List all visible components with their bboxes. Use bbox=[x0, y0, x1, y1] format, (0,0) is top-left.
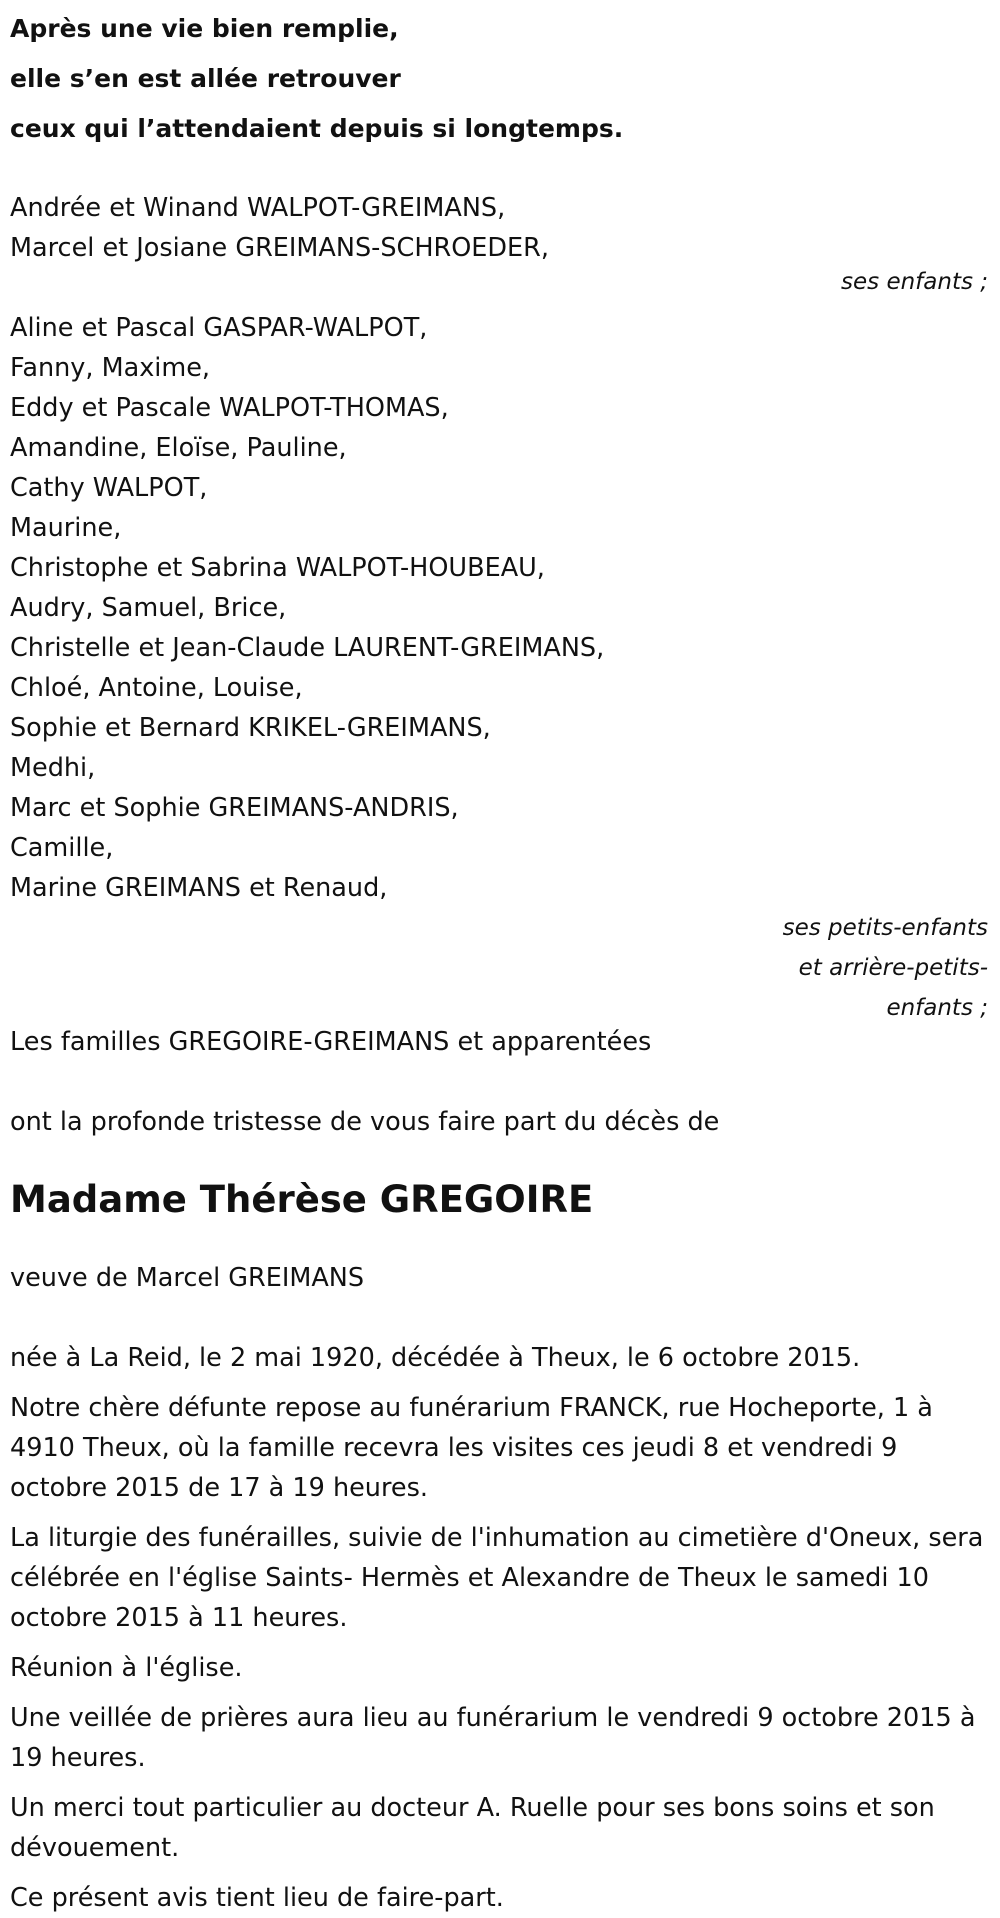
grandchild-name: Camille, bbox=[10, 833, 114, 863]
vigil-paragraph: Une veillée de prières aura lieu au funérarium le vendredi 9 octobre 2015 à 19 heures. bbox=[10, 1703, 976, 1773]
grandchild-name: Eddy et Pascale WALPOT-THOMAS, bbox=[10, 393, 449, 423]
grandchild-name: Aline et Pascal GASPAR-WALPOT, bbox=[10, 313, 428, 343]
grandchildren-label-line: ses petits-enfants bbox=[782, 915, 988, 941]
grandchildren-label bbox=[10, 908, 990, 1028]
intro-line: Après une vie bien remplie, bbox=[10, 14, 399, 43]
grandchild-name: Sophie et Bernard KRIKEL-GREIMANS, bbox=[10, 713, 491, 743]
announcement-line: ont la profonde tristesse de vous faire part du décès de bbox=[10, 1107, 720, 1137]
grandchild-name: Audry, Samuel, Brice, bbox=[10, 593, 287, 623]
birth-death-paragraph: née à La Reid, le 2 mai 1920, décédée à Theux, le 6 octobre 2015. bbox=[10, 1343, 861, 1373]
grandchild-name: Christelle et Jean-Claude LAURENT-GREIMANS, bbox=[10, 633, 605, 663]
thanks-paragraph: Un merci tout particulier au docteur A. Ruelle pour ses bons soins et son dévouement. bbox=[10, 1793, 935, 1863]
children-list bbox=[10, 188, 990, 268]
grandchild-name: Chloé, Antoine, Louise, bbox=[10, 673, 303, 703]
grandchild-name: Cathy WALPOT, bbox=[10, 473, 208, 503]
grandchild-name: Fanny, Maxime, bbox=[10, 353, 211, 383]
intro-line: ceux qui l’attendaient depuis si longtemps. bbox=[10, 114, 624, 143]
intro-verse bbox=[10, 0, 990, 154]
families-line: Les familles GREGOIRE-GREIMANS et apparentées bbox=[10, 1027, 652, 1057]
liturgy-paragraph: La liturgie des funérailles, suivie de l'inhumation au cimetière d'Oneux, sera célébrée en l'église Saints- Hermès et Alexandre de Theux le samedi 10 octobre 2015 à 11 heures. bbox=[10, 1523, 984, 1633]
grandchild-name: Christophe et Sabrina WALPOT-HOUBEAU, bbox=[10, 553, 545, 583]
grandchild-name: Amandine, Eloïse, Pauline, bbox=[10, 433, 347, 463]
funerarium-paragraph: Notre chère défunte repose au funérarium FRANCK, rue Hocheporte, 1 à 4910 Theux, où la famille recevra les visites ces jeudi 8 et vendredi 9 octobre 2015 de 17 à 19 heures. bbox=[10, 1393, 933, 1503]
child-name: Marcel et Josiane GREIMANS-SCHROEDER, bbox=[10, 233, 549, 263]
grandchildren-label-line: enfants ; bbox=[886, 995, 988, 1021]
notice-paragraph: Ce présent avis tient lieu de faire-part. bbox=[10, 1883, 504, 1913]
widow-of-line: veuve de Marcel GREIMANS bbox=[10, 1263, 365, 1293]
intro-line: elle s’en est allée retrouver bbox=[10, 64, 401, 93]
grandchild-name: Marine GREIMANS et Renaud, bbox=[10, 873, 388, 903]
grandchildren-label-line: et arrière-petits- bbox=[798, 955, 988, 981]
children-label: ses enfants ; bbox=[841, 269, 988, 295]
grandchild-name: Marc et Sophie GREIMANS-ANDRIS, bbox=[10, 793, 459, 823]
deceased-name: Madame Thérèse GREGOIRE bbox=[10, 1178, 594, 1221]
child-name: Andrée et Winand WALPOT-GREIMANS, bbox=[10, 193, 506, 223]
grandchildren-list bbox=[10, 308, 990, 908]
details-section bbox=[10, 1338, 990, 1918]
grandchild-name: Maurine, bbox=[10, 513, 122, 543]
meeting-paragraph: Réunion à l'église. bbox=[10, 1653, 243, 1683]
grandchild-name: Medhi, bbox=[10, 753, 96, 783]
